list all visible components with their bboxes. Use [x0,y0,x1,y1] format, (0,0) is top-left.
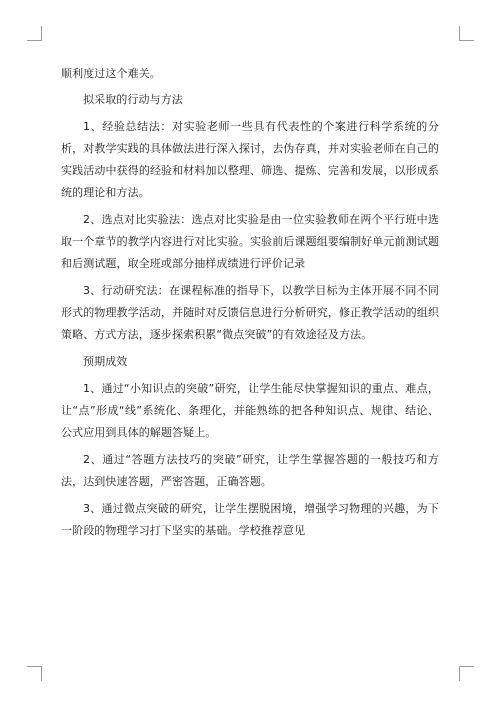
section-heading-actions-methods: 拟采取的行动与方法 [83,93,183,106]
crop-mark-bottom-right [459,666,474,681]
document-body [61,63,439,547]
crop-mark-top-right [459,26,474,41]
paragraph-comparative-experiment-method: 2、选点对比实验法：选点对比实验是由一位实验教师在两个平行班中选取一个章节的教学内容进行对比实验。实验前后课题组要编制好单元前测试题和后测试题，取全班或部分抽样成绩进行评价记录 [61,213,439,270]
paragraph-expected-result-3: 3、通过微点突破的研究，让学生摆脱困境，增强学习物理的兴趣，为下一阶段的物理学习打下坚实的基础。学校推荐意见 [61,502,439,537]
crop-mark-bottom-left [27,666,42,681]
section-heading-expected-results: 预期成效 [83,355,128,368]
paragraph-action-research-method: 3、行动研究法：在课程标准的指导下，以教学目标为主体开展不同不同形式的物理教学活动，并随时对反馈信息进行分析研究，修正教学活动的组织策略、方式方法，逐步探索积累“微点突破”的有效途径及方法。 [61,284,439,341]
crop-mark-top-left [27,26,42,41]
paragraph-experience-summary-method: 1、经验总结法：对实验老师一些具有代表性的个案进行科学系统的分析，对教学实践的具体做法进行深入探讨，去伪存真，并对实验老师在自己的实践活动中获得的经验和材料加以整理、筛选、提炼、完善和发展，以形成系统的理论和方法。 [61,120,439,199]
paragraph-expected-result-2: 2、通过“答题方法技巧的突破”研究，让学生掌握答题的一般技巧和方法，达到快速答题，严密答题，正确答题。 [61,453,439,488]
paragraph-expected-result-1: 1、通过“小知识点的突破”研究，让学生能尽快掌握知识的重点、难点，让“点”形成“线”系统化、条理化，并能熟练的把各种知识点、规律、结论、公式应用到具体的解题答疑上。 [61,382,439,439]
paragraph-continuation: 顺利度过这个难关。 [61,67,161,80]
